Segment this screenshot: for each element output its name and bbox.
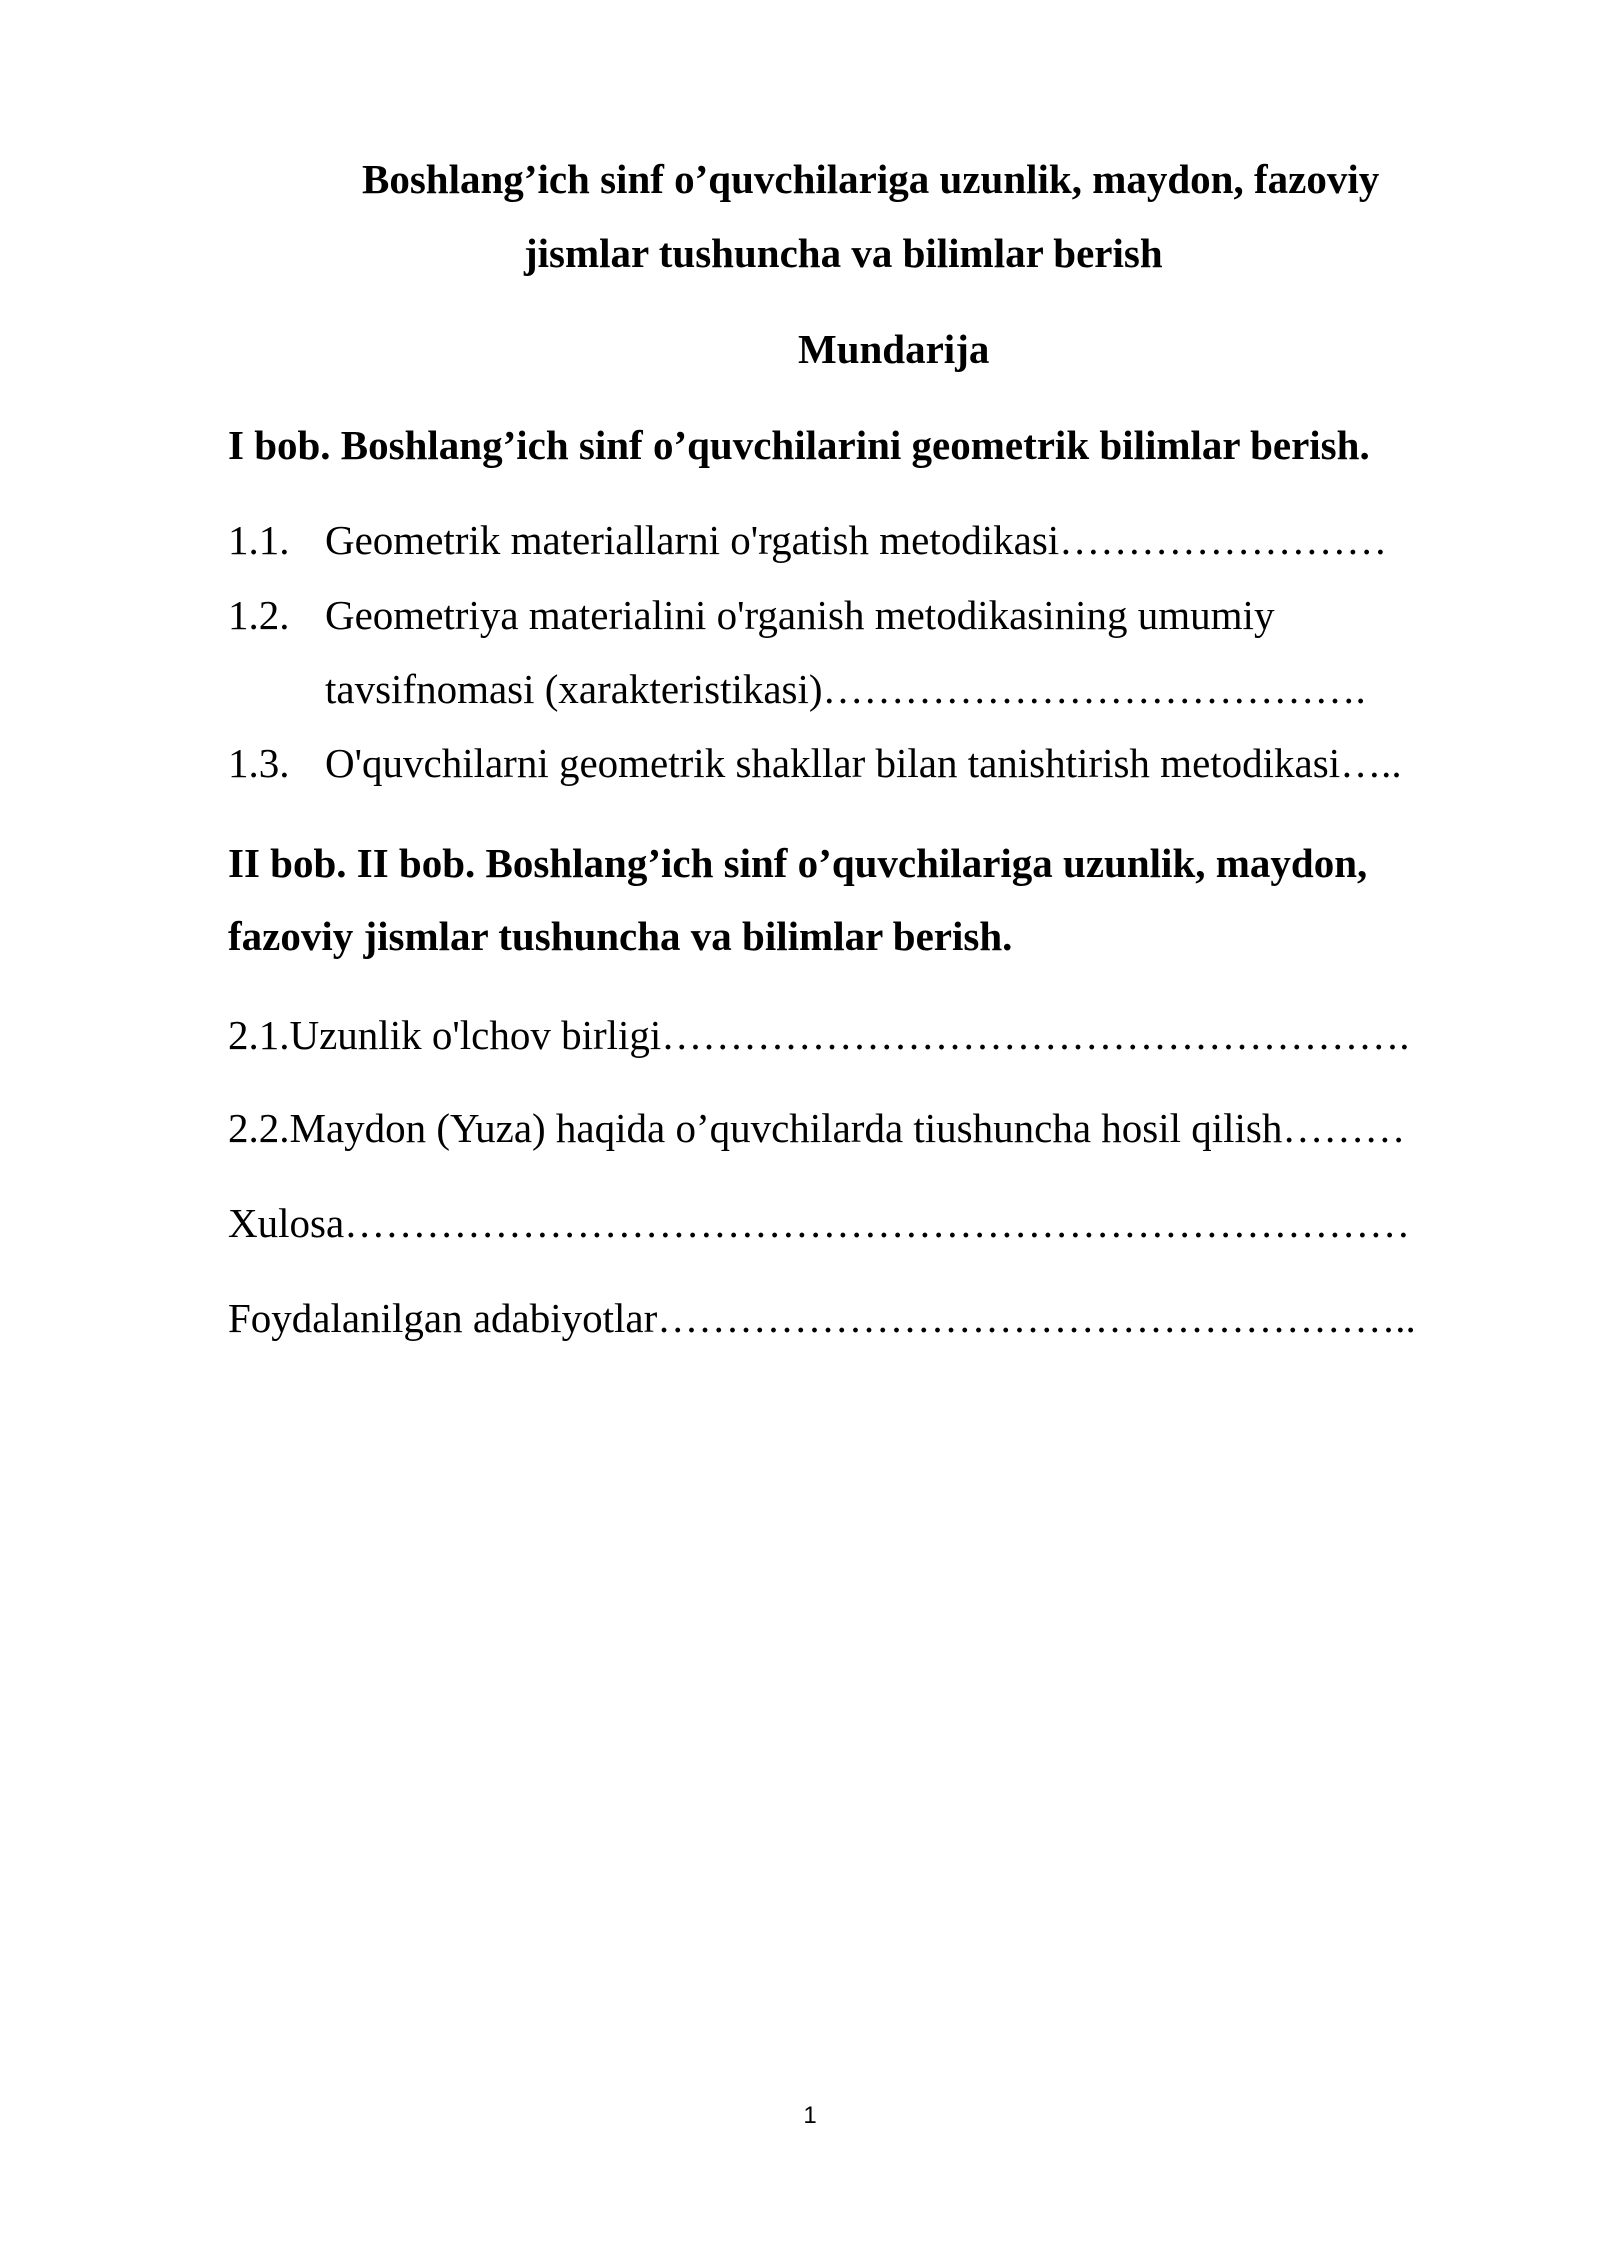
toc-item-2-1: 2.1.Uzunlik o'lchov birligi………………………………………………. <box>228 1012 1410 1058</box>
toc-item-number: 1.3. <box>228 740 290 786</box>
page-number: 1 <box>803 2102 817 2129</box>
contents-heading: Mundarija <box>798 326 990 372</box>
chapter1-heading: I bob. Boshlang’ich sinf o’quvchilarini geometrik bilimlar berish. <box>228 422 1370 468</box>
chapter2-heading-line2: fazoviy jismlar tushuncha va bilimlar berish. <box>228 913 1013 959</box>
toc-references: Foydalanilgan adabiyotlar……………………………………………….. <box>228 1295 1416 1341</box>
toc-item-2-2: 2.2.Maydon (Yuza) haqida o’quvchilarda tiushuncha hosil qilish……… <box>228 1105 1406 1151</box>
chapter2-heading-line1: II bob. II bob. Boshlang’ich sinf o’quvchilariga uzunlik, maydon, <box>228 840 1368 886</box>
toc-item-text: Geometrik materiallarni o'rgatish metodikasi…………………… <box>325 517 1388 563</box>
toc-item-text: Geometriya materialini o'rganish metodikasining umumiy <box>325 592 1275 638</box>
toc-item-number: 1.2. <box>228 592 290 638</box>
toc-item-text: O'quvchilarni geometrik shakllar bilan tanishtirish metodikasi….. <box>325 740 1402 786</box>
toc-conclusion: Xulosa…………………………………………………………………… <box>228 1200 1411 1246</box>
toc-item-number: 1.1. <box>228 517 290 563</box>
document-title-line2: jismlar tushuncha va bilimlar berish <box>524 230 1163 276</box>
document-title-line1: Boshlang’ich sinf o’quvchilariga uzunlik, maydon, fazoviy <box>362 156 1380 202</box>
toc-item-text-continuation: tavsifnomasi (xarakteristikasi)…………………………………. <box>325 666 1366 712</box>
